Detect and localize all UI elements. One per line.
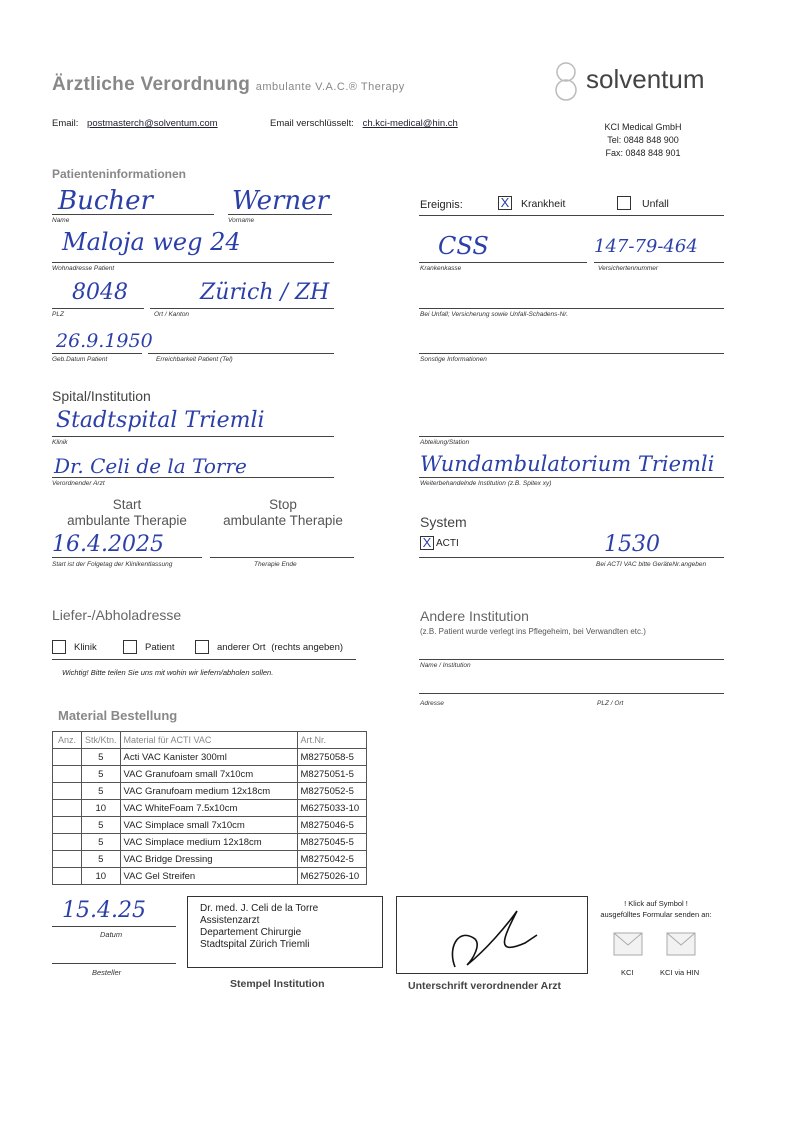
patient-section-title: Patienteninformationen [52, 167, 187, 181]
stk-cell: 10 [82, 868, 121, 885]
stk-cell: 5 [82, 749, 121, 766]
ereignis-label: Ereignis: [420, 199, 463, 211]
other-note: (z.B. Patient wurde verlegt ins Pflegeheim, bei Verwandten etc.) [420, 627, 646, 636]
delivery-section-title: Liefer-/Abholadresse [52, 607, 182, 623]
geb-label: Geb.Datum Patient [52, 356, 108, 363]
mail-icon [613, 932, 643, 956]
system-title: System [420, 514, 467, 530]
send-instructions: ! Klick auf Symbol ! ausgefülltes Formular senden an: [600, 899, 712, 919]
start-date-label: Start ist der Folgetag der Klinikentlassung [52, 561, 173, 568]
arzt-label: Verordnender Arzt [52, 480, 105, 487]
col-anz: Anz. [53, 732, 82, 749]
table-row [53, 783, 367, 800]
form-title: Ärztliche Verordnung ambulante V.A.C.® Therapy [52, 74, 405, 95]
stamp-line: Stadtspital Zürich Triemli [200, 939, 310, 950]
krankheit-check-mark: X [500, 195, 510, 210]
stamp-line: Departement Chirurgie [200, 927, 302, 938]
vorname-label: Vorname [228, 217, 255, 224]
brand-logo [548, 58, 588, 104]
stk-cell: 5 [82, 817, 121, 834]
signature-box[interactable] [396, 896, 588, 974]
anz-cell[interactable] [53, 834, 82, 851]
stk-cell: 5 [82, 834, 121, 851]
delivery-anderer-checkbox[interactable] [195, 640, 209, 654]
col-stk: Stk/Ktn. [82, 732, 121, 749]
krankenkasse-value[interactable]: CSS [438, 232, 489, 260]
artnr-cell: M8275052-5 [297, 783, 366, 800]
delivery-patient-checkbox[interactable] [123, 640, 137, 654]
col-material: Material für ACTI VAC [120, 732, 297, 749]
sonstige-label: Sonstige Informationen [420, 356, 487, 363]
stop-date-label: Therapie Ende [254, 561, 297, 568]
patient-ort[interactable]: Zürich / ZH [200, 280, 330, 305]
material-table-header [53, 732, 367, 749]
address-label: Wohnadresse Patient [52, 265, 115, 272]
krankheit-label: Krankheit [521, 198, 566, 210]
send-kci-button[interactable] [613, 932, 643, 961]
email-encrypted-row: Email verschlüsselt: ch.kci-medical@hin.ch [270, 118, 458, 129]
patient-vorname[interactable]: Werner [232, 186, 329, 216]
material-cell: VAC WhiteFoam 7.5x10cm [120, 800, 297, 817]
anz-cell[interactable] [53, 851, 82, 868]
stk-cell: 5 [82, 783, 121, 800]
patient-address[interactable]: Maloja weg 24 [62, 228, 241, 256]
anz-cell[interactable] [53, 783, 82, 800]
abteilung-label: Abteilung/Station [420, 439, 470, 446]
material-cell: Acti VAC Kanister 300ml [120, 749, 297, 766]
ort-label: Ort / Kanton [154, 311, 190, 318]
material-cell: VAC Simplace small 7x10cm [120, 817, 297, 834]
email-row: Email: postmasterch@solventum.com [52, 118, 218, 129]
material-table [52, 731, 367, 885]
geraet-nr-value[interactable]: 1530 [604, 532, 660, 557]
klinik-value[interactable]: Stadtspital Triemli [56, 408, 265, 433]
stamp-line: Dr. med. J. Celi de la Torre [200, 903, 319, 914]
institution-stamp [187, 896, 383, 968]
email-link[interactable]: postmasterch@solventum.com [87, 118, 218, 129]
besteller-label: Besteller [92, 968, 122, 977]
unfall-info-label: Bei Unfall; Versicherung sowie Unfall-Schadens-Nr. [420, 311, 568, 318]
weiter-value[interactable]: Wundambulatorium Triemli [420, 452, 715, 476]
artnr-cell: M8275045-5 [297, 834, 366, 851]
table-row [53, 851, 367, 868]
krankenkasse-label: Krankenkasse [420, 265, 462, 272]
anz-cell[interactable] [53, 749, 82, 766]
company-info: KCI Medical GmbH Tel: 0848 848 900 Fax: 0848 848 901 [604, 122, 682, 158]
material-cell: VAC Granufoam small 7x10cm [120, 766, 297, 783]
start-title: Start ambulante Therapie [67, 497, 187, 528]
artnr-cell: M8275042-5 [297, 851, 366, 868]
stk-cell: 5 [82, 851, 121, 868]
artnr-cell: M6275033-10 [297, 800, 366, 817]
other-section-title: Andere Institution [420, 608, 529, 624]
geraet-nr-label: Bei ACTI VAC bitte GeräteNr.angeben [596, 561, 707, 568]
table-row [53, 817, 367, 834]
table-row [53, 749, 367, 766]
acti-label: ACTI [436, 538, 459, 549]
unfall-checkbox[interactable] [617, 196, 631, 210]
col-artnr: Art.Nr. [297, 732, 366, 749]
delivery-anderer-label: anderer Ort (rechts angeben) [217, 642, 344, 653]
table-row [53, 834, 367, 851]
mail-secure-icon [666, 932, 696, 956]
order-date-label: Datum [100, 930, 123, 939]
artnr-cell: M6275026-10 [297, 868, 366, 885]
form-subtitle: ambulante V.A.C.® Therapy [255, 81, 405, 93]
table-row [53, 868, 367, 885]
artnr-cell: M8275046-5 [297, 817, 366, 834]
klinik-label: Klinik [52, 439, 68, 446]
material-cell: VAC Simplace medium 12x18cm [120, 834, 297, 851]
artnr-cell: M8275051-5 [297, 766, 366, 783]
acti-check-mark: X [422, 535, 432, 550]
signature-label: Unterschrift verordnender Arzt [408, 980, 562, 992]
krankheit-checkbox[interactable] [498, 196, 512, 210]
other-name-label: Name / Institution [420, 662, 471, 669]
brand-name: solventum [586, 64, 705, 94]
material-cell: VAC Bridge Dressing [120, 851, 297, 868]
plz-label: PLZ [52, 311, 64, 318]
delivery-patient-label: Patient [145, 642, 175, 653]
send-kci-label: KCI [621, 968, 634, 977]
delivery-hint: Wichtig! Bitte teilen Sie uns mit wohin wir liefern/abholen sollen. [62, 668, 274, 677]
anz-cell[interactable] [53, 817, 82, 834]
other-plz-label: PLZ / Ort [597, 700, 624, 707]
unfall-label: Unfall [642, 198, 669, 210]
acti-checkbox[interactable] [420, 536, 434, 550]
anz-cell[interactable] [53, 800, 82, 817]
versichertennummer-label: Versichertennummer [598, 265, 659, 272]
patient-plz[interactable]: 8048 [72, 280, 128, 305]
email-encrypted-link[interactable]: ch.kci-medical@hin.ch [362, 118, 458, 129]
send-kci-hin-label: KCI via HIN [660, 968, 700, 977]
solventum-mark-icon [548, 58, 588, 104]
anz-cell[interactable] [53, 868, 82, 885]
delivery-klinik-label: Klinik [74, 642, 97, 653]
anz-cell[interactable] [53, 766, 82, 783]
spital-section-title: Spital/Institution [52, 388, 151, 404]
start-date-value[interactable]: 16.4.2025 [52, 532, 164, 557]
stop-title: Stop ambulante Therapie [223, 497, 343, 528]
patient-geb[interactable]: 26.9.1950 [56, 330, 153, 352]
stamp-line: Assistenzarzt [200, 915, 260, 926]
material-section-title: Material Bestellung [58, 708, 178, 723]
material-cell: VAC Granufoam medium 12x18cm [120, 783, 297, 800]
arzt-value[interactable]: Dr. Celi de la Torre [54, 454, 247, 478]
tel-label: Erreichbarkeit Patient (Tel) [156, 356, 233, 363]
versichertennummer-value[interactable]: 147-79-464 [594, 236, 698, 257]
stk-cell: 10 [82, 800, 121, 817]
name-label: Name [52, 217, 70, 224]
weiter-label: Weiterbehandelnde Institution (z.B. Spitex xy) [420, 480, 552, 487]
signature-drawing-icon [397, 897, 587, 973]
table-row [53, 800, 367, 817]
table-row [53, 766, 367, 783]
stamp-label: Stempel Institution [230, 978, 325, 990]
stk-cell: 5 [82, 766, 121, 783]
artnr-cell: M8275058-5 [297, 749, 366, 766]
send-kci-hin-button[interactable] [666, 932, 696, 961]
material-cell: VAC Gel Streifen [120, 868, 297, 885]
patient-name[interactable]: Bucher [58, 186, 153, 216]
order-date-value[interactable]: 15.4.25 [62, 898, 146, 923]
delivery-klinik-checkbox[interactable] [52, 640, 66, 654]
other-adresse-label: Adresse [420, 700, 444, 707]
